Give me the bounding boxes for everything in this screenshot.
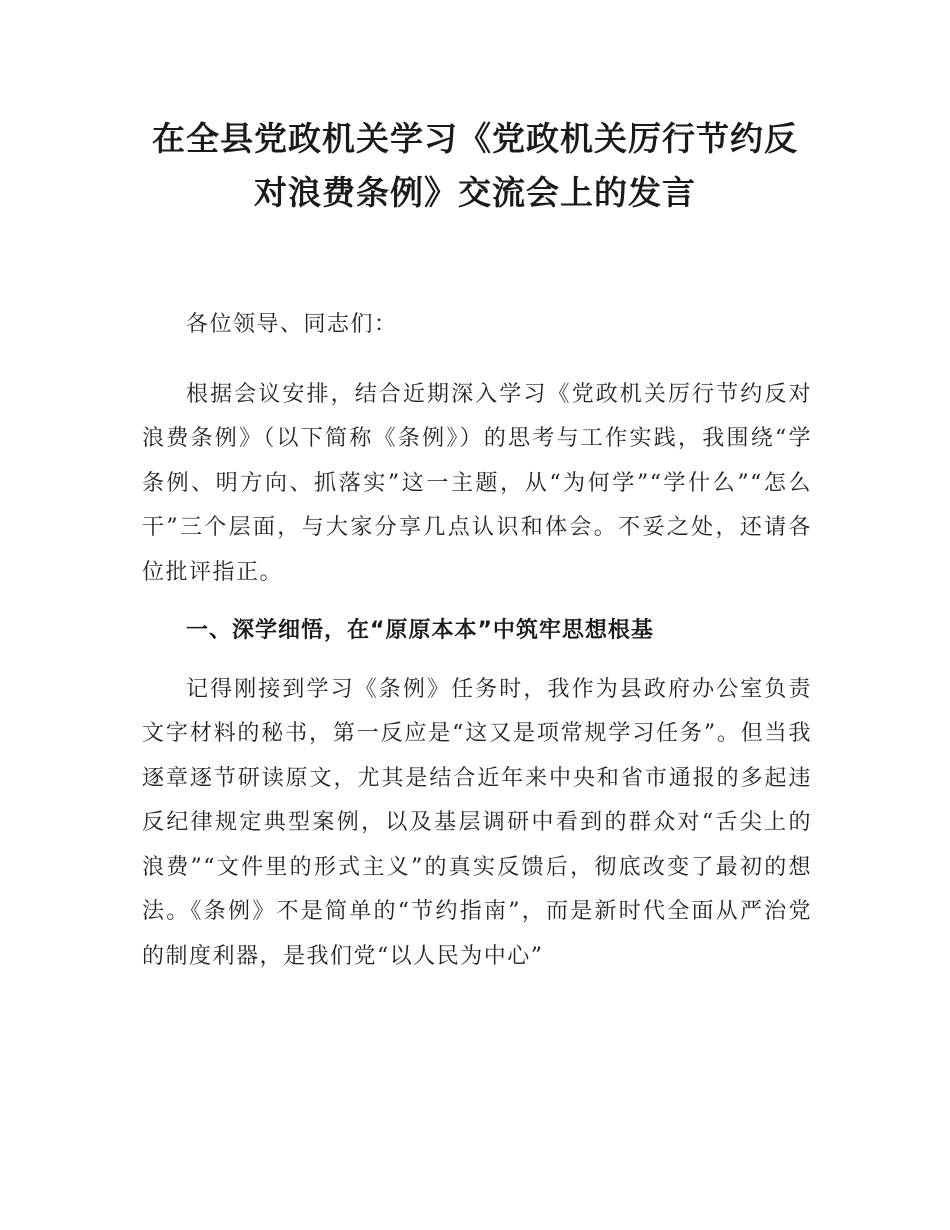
intro-paragraph: 根据会议安排，结合近期深入学习《党政机关厉行节约反对浪费条例》（以下简称《条例》）的思考与工作实践，我围绕“学条例、明方向、抓落实”这一主题，从“为何学”“学什么”“怎么干”三个层面，与大家分享几点认识和体会。不妥之处，还请各位批评指正。 — [142, 381, 812, 585]
greeting: 各位领导、同志们： — [186, 312, 398, 337]
section-1-heading: 一、深学细悟，在“原原本本”中筑牢思想根基 — [186, 618, 654, 643]
title-line-1: 在全县党政机关学习《党政机关厉行节约反 — [152, 119, 798, 158]
section-1-paragraph: 记得刚接到学习《条例》任务时，我作为县政府办公室负责文字材料的秘书，第一反应是“这又是项常规学习任务”。但当我逐章逐节研读原文，尤其是结合近年来中央和省市通报的多起违反纪律规定典型案例，以及基层调研中看到的群众对“舌尖上的浪费”“文件里的形式主义”的真实反馈后，彻底改变了最初的想法。《条例》不是简单的“节约指南”，而是新时代全面从严治党的制度利器，是我们党“以人民为中心” — [142, 676, 812, 969]
title-line-2: 对浪费条例》交流会上的发言 — [254, 173, 696, 212]
document-body — [142, 303, 812, 979]
document-title — [100, 112, 850, 220]
